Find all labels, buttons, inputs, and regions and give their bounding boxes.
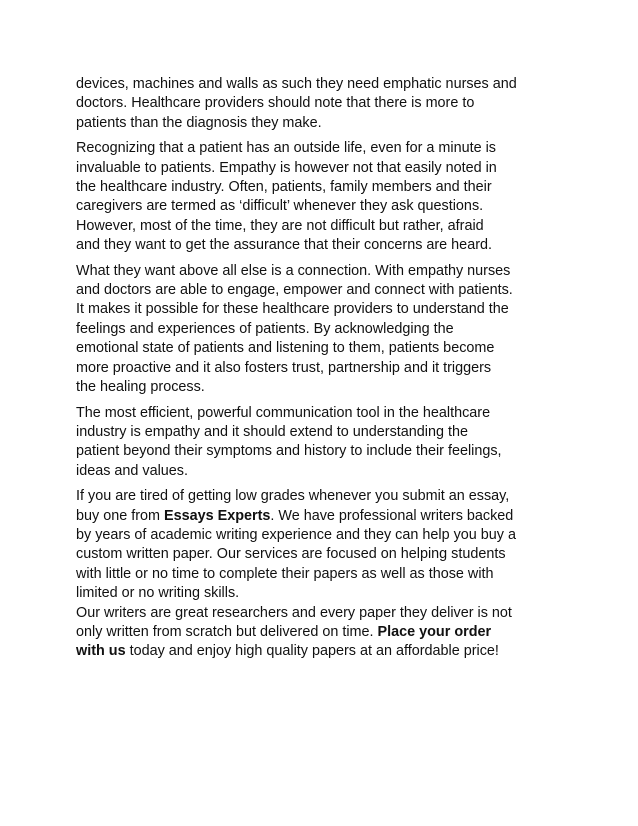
text-line xyxy=(76,526,570,545)
text-segment: and they want to get the assurance that their concerns are heard. xyxy=(76,237,492,254)
text-segment: industry is empathy and it should extend to understanding the xyxy=(76,423,468,440)
bold-text: Place your order xyxy=(377,623,492,640)
text-line xyxy=(76,75,570,94)
text-line xyxy=(76,584,570,603)
text-segment: with little or no time to complete their papers as well as those with xyxy=(76,565,494,582)
text-segment: buy one from xyxy=(76,507,164,524)
text-segment: invaluable to patients. Empathy is however not that easily noted in xyxy=(76,159,497,176)
text-line xyxy=(76,178,570,197)
paragraph xyxy=(76,604,570,662)
text-line xyxy=(76,642,570,661)
paragraph xyxy=(76,487,570,603)
text-segment: What they want above all else is a connection. With empathy nurses xyxy=(76,262,511,279)
paragraph xyxy=(76,75,570,133)
text-segment: The most efficient, powerful communication tool in the healthcare xyxy=(76,404,491,421)
text-segment: devices, machines and walls as such they need emphatic nurses and xyxy=(76,76,517,92)
text-line xyxy=(76,623,570,642)
text-line xyxy=(76,545,570,564)
text-line xyxy=(76,139,570,158)
text-line xyxy=(76,565,570,584)
text-line xyxy=(76,262,570,281)
text-segment: emotional state of patients and listening to them, patients become xyxy=(76,340,495,357)
text-segment: ideas and values. xyxy=(76,462,189,479)
text-line xyxy=(76,378,570,397)
text-line xyxy=(76,94,570,113)
paragraph xyxy=(76,262,570,398)
text-segment: doctors. Healthcare providers should note that there is more to xyxy=(76,95,475,112)
text-line xyxy=(76,114,570,133)
text-line xyxy=(76,604,570,623)
text-line xyxy=(76,300,570,319)
text-segment: the healthcare industry. Often, patients, family members and their xyxy=(76,179,492,196)
bold-text: with us xyxy=(76,643,126,660)
text-line xyxy=(76,423,570,442)
text-segment: It makes it possible for these healthcare providers to understand the xyxy=(76,301,509,318)
bold-text: Essays Experts xyxy=(164,507,271,524)
text-segment: and doctors are able to engage, empower and connect with patients. xyxy=(76,282,513,299)
text-line xyxy=(76,339,570,358)
text-segment: If you are tired of getting low grades whenever you submit an essay, xyxy=(76,488,510,505)
text-line xyxy=(76,197,570,216)
text-segment: caregivers are termed as ‘difficult’ whenever they ask questions. xyxy=(76,198,484,215)
text-segment: custom written paper. Our services are focused on helping students xyxy=(76,546,506,563)
paragraph xyxy=(76,404,570,482)
text-segment: However, most of the time, they are not difficult but rather, afraid xyxy=(76,217,484,234)
text-segment: the healing process. xyxy=(76,379,205,396)
text-segment: Our writers are great researchers and every paper they deliver is not xyxy=(76,604,512,621)
text-segment: by years of academic writing experience and they can help you buy a xyxy=(76,526,516,543)
text-segment: patient beyond their symptoms and history to include their feelings, xyxy=(76,443,502,460)
text-segment: more proactive and it also fosters trust, partnership and it triggers xyxy=(76,359,492,376)
text-segment: today and enjoy high quality papers at an affordable price! xyxy=(125,643,499,660)
text-segment: only written from scratch but delivered on time. xyxy=(76,623,378,640)
text-line xyxy=(76,507,570,526)
text-line xyxy=(76,404,570,423)
text-segment: feelings and experiences of patients. By acknowledging the xyxy=(76,320,454,337)
text-line xyxy=(76,442,570,461)
text-line xyxy=(76,217,570,236)
text-line xyxy=(76,359,570,378)
document-body xyxy=(76,75,570,668)
text-line xyxy=(76,462,570,481)
text-line xyxy=(76,320,570,339)
text-segment: . We have professional writers backed xyxy=(270,507,514,524)
text-line xyxy=(76,487,570,506)
text-segment: patients than the diagnosis they make. xyxy=(76,114,322,131)
paragraph xyxy=(76,139,570,255)
text-line xyxy=(76,281,570,300)
text-line xyxy=(76,159,570,178)
text-line xyxy=(76,236,570,255)
text-segment: limited or no writing skills. xyxy=(76,585,240,602)
text-segment: Recognizing that a patient has an outside life, even for a minute is xyxy=(76,140,496,157)
